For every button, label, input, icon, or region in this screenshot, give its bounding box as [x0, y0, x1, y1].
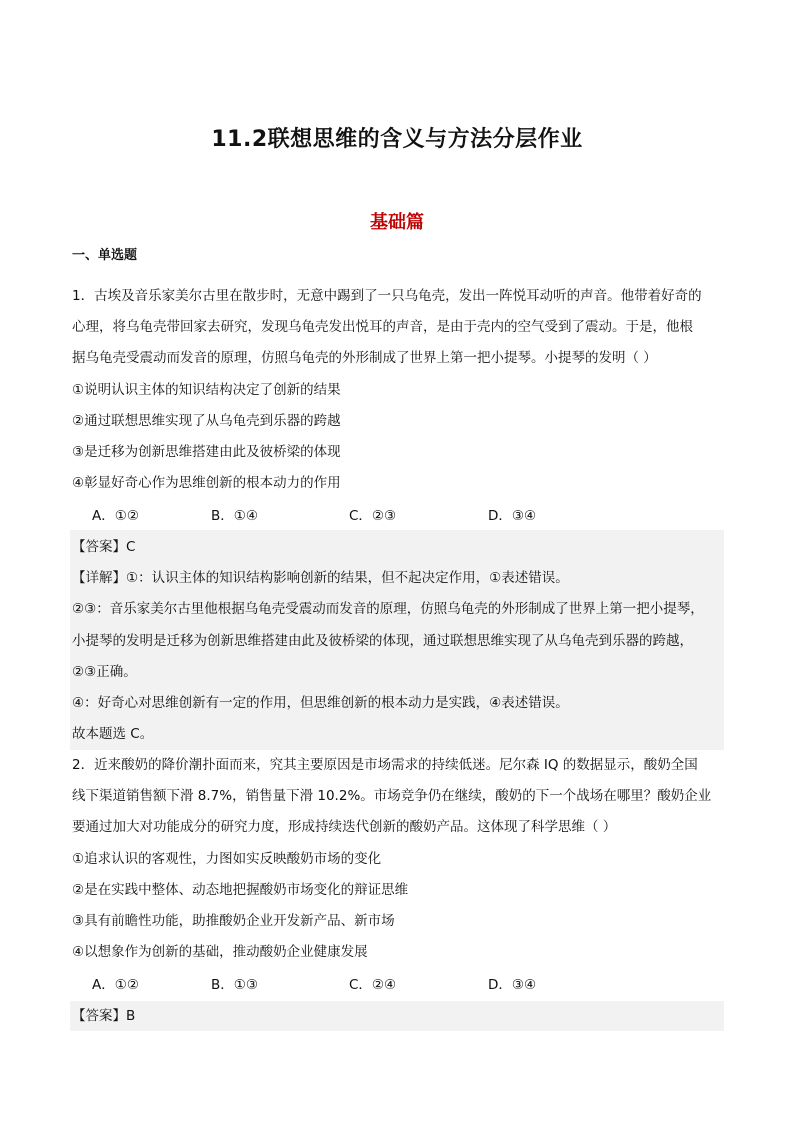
q1-explanation-line: ②③：音乐家美尔古里他根据乌龟壳受震动而发音的原理，仿照乌龟壳的外形制成了世界上第一把小提琴， — [72, 601, 704, 617]
q1-stem-line: 1．古埃及音乐家美尔古里在散步时，无意中踢到了一只乌龟壳，发出一阵悦耳动听的声音。他带着好奇的 — [72, 288, 702, 304]
q2-item: ①追求认识的客观性，力图如实反映酸奶市场的变化 — [72, 851, 382, 867]
q1-answer: 【答案】C — [72, 539, 136, 555]
q1-option-a: A．①② — [92, 508, 139, 524]
q1-explanation-line: ④：好奇心对思维创新有一定的作用，但思维创新的根本动力是实践，④表述错误。 — [72, 695, 569, 711]
part-label: 一、单选题 — [72, 248, 138, 263]
q1-option-c: C．②③ — [349, 508, 397, 524]
q2-answer: 【答案】B — [72, 1008, 136, 1024]
section-title: 基础篇 — [370, 212, 424, 233]
q1-item: ①说明认识主体的知识结构决定了创新的结果 — [72, 382, 341, 398]
q1-item: ②通过联想思维实现了从乌龟壳到乐器的跨越 — [72, 413, 341, 429]
q2-option-c: C．②④ — [349, 977, 397, 993]
q2-item: ③具有前瞻性功能，助推酸奶企业开发新产品、新市场 — [72, 913, 395, 929]
q2-stem-line: 线下渠道销售额下滑 8.7%，销售量下滑 10.2%。市场竞争仍在继续，酸奶的下一个战场在哪里？酸奶企业 — [72, 788, 712, 804]
q1-explanation-line: 【详解】①：认识主体的知识结构影响创新的结果，但不起决定作用，①表述错误。 — [72, 570, 569, 586]
q2-stem-line: 要通过加大对功能成分的研究力度，形成持续迭代创新的酸奶产品。这体现了科学思维（ ） — [72, 819, 617, 835]
q1-item: ④彰显好奇心作为思维创新的根本动力的作用 — [72, 475, 341, 491]
q2-option-b: B．①③ — [211, 977, 258, 993]
q1-item: ③是迁移为创新思维搭建由此及彼桥梁的体现 — [72, 444, 341, 460]
q1-explanation-line: 小提琴的发明是迁移为创新思维搭建由此及彼桥梁的体现，通过联想思维实现了从乌龟壳到乐器的跨越， — [72, 633, 693, 649]
q2-option-a: A．①② — [92, 977, 139, 993]
q1-stem-line: 据乌龟壳受震动而发音的原理，仿照乌龟壳的外形制成了世界上第一把小提琴。小提琴的发明（ ） — [72, 350, 657, 366]
q1-explanation-line: ②③正确。 — [72, 664, 137, 680]
q2-item: ②是在实践中整体、动态地把握酸奶市场变化的辩证思维 — [72, 882, 409, 898]
q2-item: ④以想象作为创新的基础，推动酸奶企业健康发展 — [72, 944, 368, 960]
q1-stem-line: 心理，将乌龟壳带回家去研究，发现乌龟壳发出悦耳的声音，是由于壳内的空气受到了震动。于是，他根 — [72, 319, 693, 335]
q2-option-d: D．③④ — [488, 977, 537, 993]
document-title: 11.2联想思维的含义与方法分层作业 — [211, 127, 583, 152]
q1-option-b: B．①④ — [211, 508, 258, 524]
q1-option-d: D．③④ — [488, 508, 537, 524]
q2-answer-box — [70, 1001, 724, 1031]
q2-stem-line: 2．近来酸奶的降价潮扑面而来，究其主要原因是市场需求的持续低迷。尼尔森 IQ 的数据显示，酸奶全国 — [72, 757, 698, 773]
q1-explanation-line: 故本题选 C。 — [72, 726, 154, 742]
